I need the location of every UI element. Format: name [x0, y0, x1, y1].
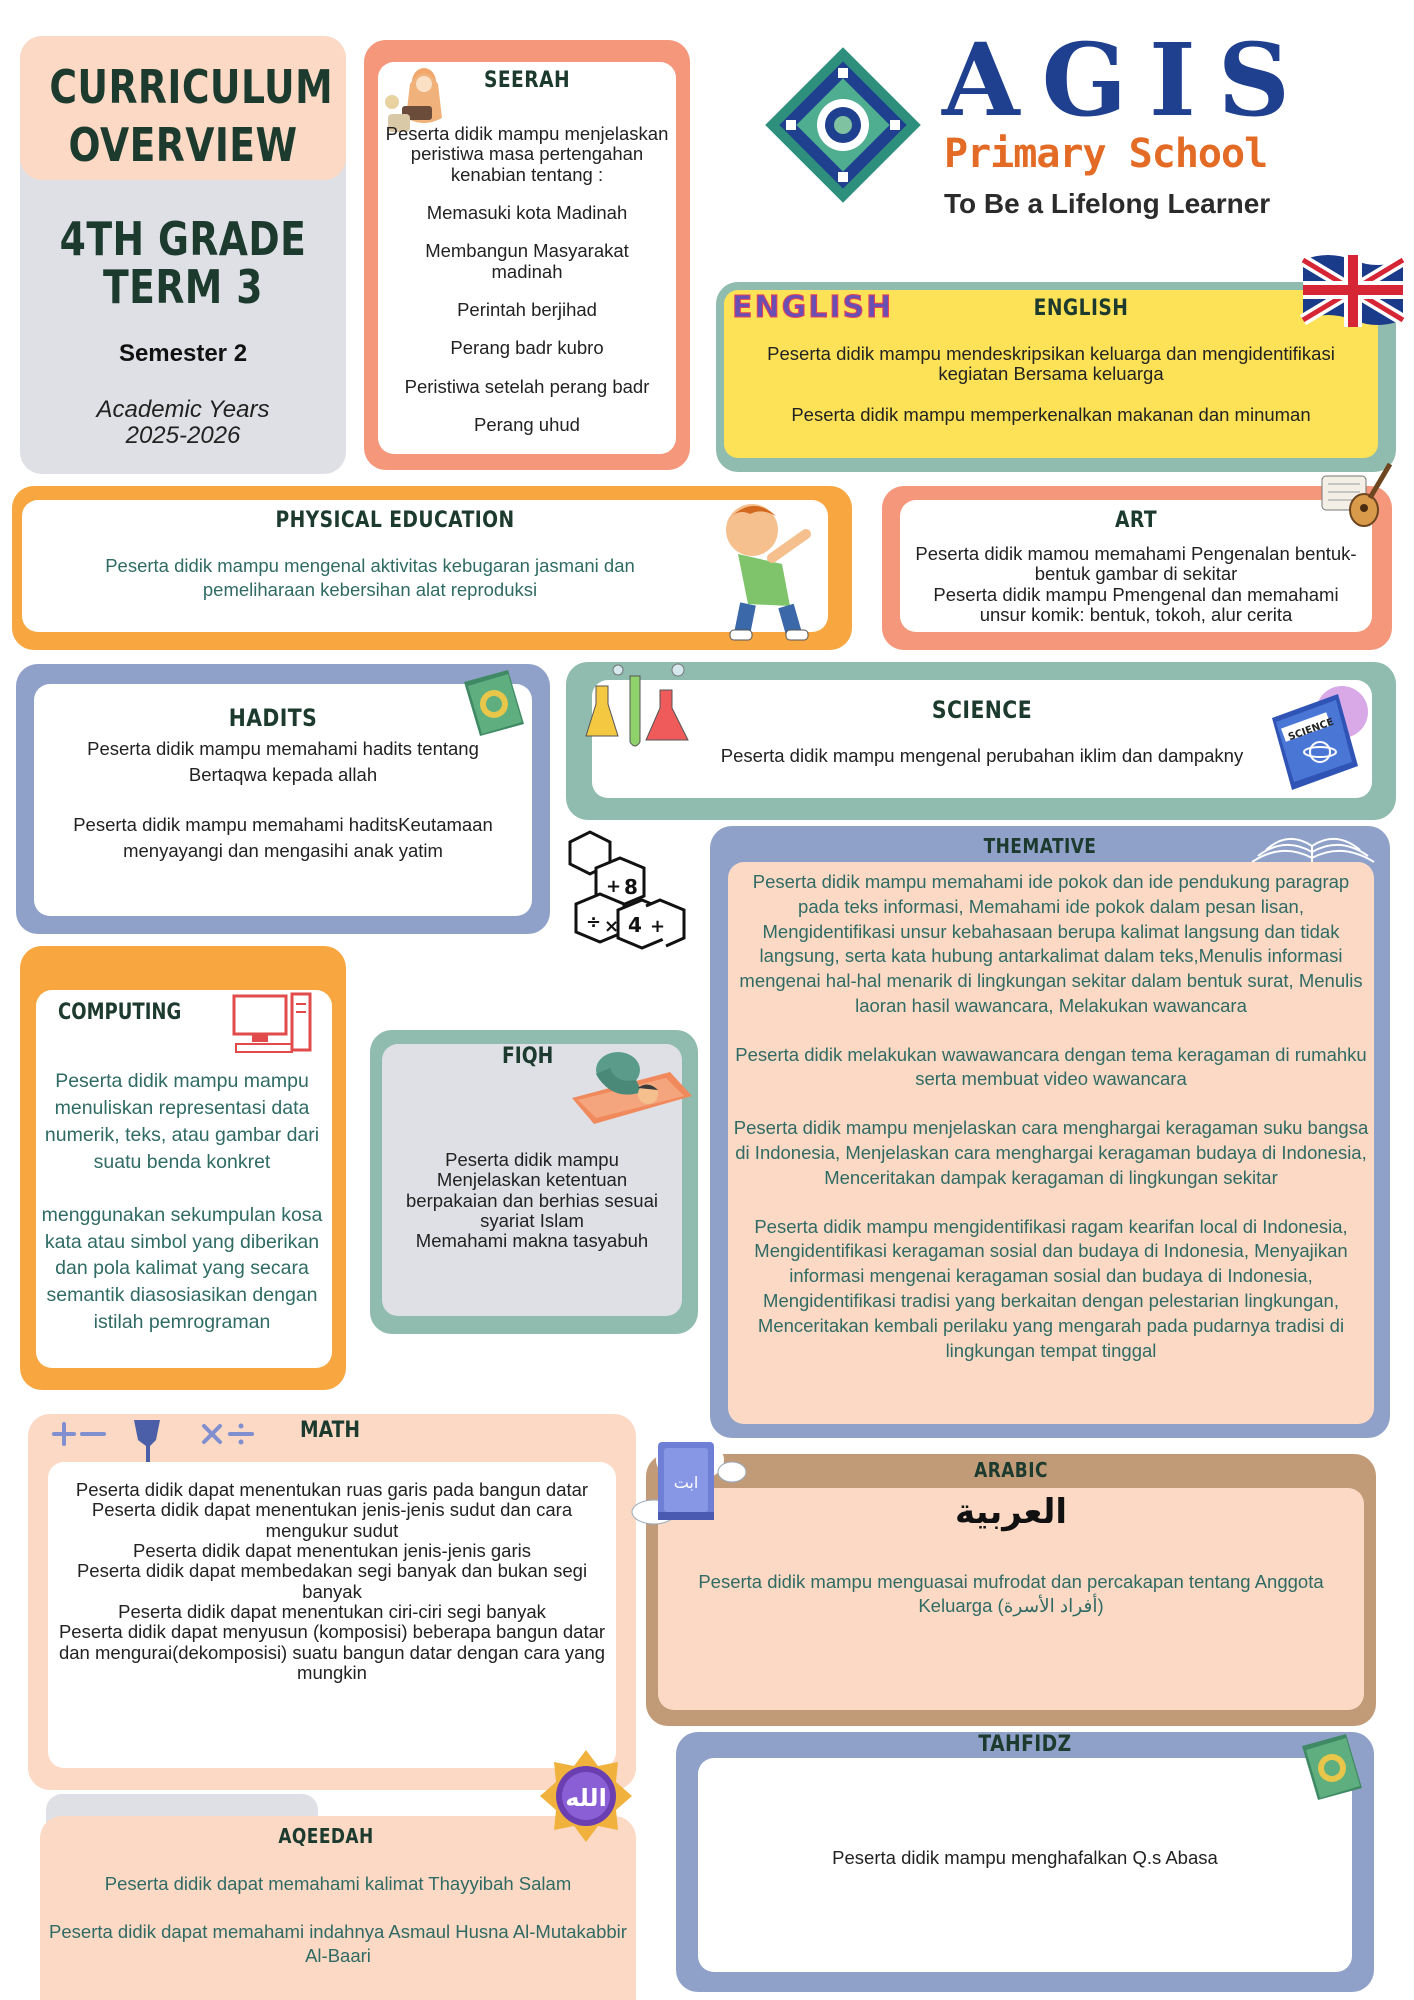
page-title-line2: OVERVIEW: [68, 118, 298, 172]
pe-body: [62, 554, 678, 602]
logo-emblem-icon: [758, 40, 928, 210]
fiqh-title: FIQH: [502, 1044, 554, 1069]
math-dice-icon: [566, 828, 690, 952]
math-panel: [28, 1414, 636, 1790]
allah-calligraphy-badge-icon: [538, 1748, 634, 1844]
grade-line1: 4TH GRADE: [59, 212, 307, 266]
english-p1: Peserta didik mampu mendeskripsikan keluarga dan mengidentifikasi kegiatan Bersama keluarga: [767, 343, 1335, 385]
arabic-body: [678, 1570, 1344, 1618]
arabic-p1: Peserta didik mampu menguasai mufrodat dan percakapan tentang Anggota Keluarga (أفراد الأسرة): [698, 1571, 1324, 1617]
lab-flasks-icon: [578, 656, 698, 756]
aqeedah-title: AQEEDAH: [278, 1824, 374, 1848]
arabic-content: [658, 1488, 1364, 1710]
pe-p1: Peserta didik mampu mengenal aktivitas kebugaran jasmani dan pemeliharaan kebersihan alat reproduksi: [105, 555, 635, 601]
svg-text:4: 4: [628, 913, 642, 937]
math-item: Peserta didik dapat menentukan jenis-jenis sudut dan cara mengukur sudut: [91, 1499, 573, 1541]
math-item: Peserta didik dapat menyusun (komposisi) beberapa bangun datar dan mengurai(dekomposisi) suatu bangun datar dengan cara yang mungkin: [58, 1621, 606, 1684]
computing-p2: menggunakan sekumpulan kosa kata atau simbol yang diberikan dan pola kalimat yang secara semantik diasosiasikan dengan istilah pemrograman: [41, 1203, 323, 1334]
english-content: [724, 290, 1378, 458]
computing-body: [34, 1068, 330, 1336]
seerah-item: Perang badr kubro: [450, 337, 604, 359]
themative-p2: Peserta didik melakukan wawawancara dengan tema keragaman di rumahku serta membuat video wawancara: [735, 1043, 1367, 1090]
tahfidz-panel: [676, 1732, 1374, 1992]
svg-text:+: +: [606, 876, 622, 897]
themative-p4: Peserta didik mampu mengidentifikasi ragam kearifan local di Indonesia, Mengidentifikasi keragaman sosial dan budaya di Indonesia, Menyajikan informasi mengenai keragaman sosial dan budaya di Indonesia, Mengidentifikasi tradisi yang berkaitan dengan pelestarian lingkungan, Menceritakan kembali perilaku yang mengarah pada pudarnya tradisi di lingkungan tempat tinggal: [754, 1215, 1348, 1361]
svg-text:×: ×: [604, 916, 620, 937]
computer-icon: [230, 990, 314, 1056]
grade-line2: TERM 3: [103, 260, 263, 314]
arabic-panel: [646, 1454, 1376, 1726]
pe-title: PHYSICAL EDUCATION: [275, 508, 515, 533]
themative-title: THEMATIVE: [983, 834, 1097, 858]
themative-panel: [710, 826, 1390, 1438]
arabic-book-label: ابت: [673, 1473, 699, 1492]
computing-p1: Peserta didik mampu mampu menuliskan representasi data numerik, teks, atau gambar dari suatu benda konkret: [44, 1070, 320, 1173]
science-title: SCIENCE: [931, 696, 1033, 724]
english-body: [734, 344, 1368, 425]
art-p1: Peserta didik mamou memahami Pengenalan bentuk-bentuk gambar di sekitar: [915, 543, 1357, 585]
english-title: ENGLISH: [1033, 296, 1129, 321]
hadits-body: [42, 736, 524, 864]
fiqh-p1: Peserta didik mampu Menjelaskan ketentuan berpakaian dan berhias sesuai syariat Islam: [406, 1149, 658, 1232]
stretching-boy-icon: [702, 494, 832, 644]
science-book-icon: [1266, 682, 1370, 792]
aqeedah-body: [48, 1872, 628, 1968]
seerah-item: Perintah berjihad: [457, 299, 597, 321]
seerah-title: SEERAH: [483, 68, 571, 93]
art-content: [900, 500, 1372, 632]
praying-person-icon: [566, 1044, 696, 1134]
themative-p1: Peserta didik mampu memahami ide pokok dan ide pendukung paragrap pada teks informasi, Memahami ide pokok dalam pesan lisan, Mengidentifikasi unsur kebahasaan berupa kalimat langsung dan tidak langsung, serta kata hubung antarkalimat dalam teks,Menulis informasi mengenai hal-hal menarik di lingkungan sekitar dalam bentuk surat, Menulis laoran hasil wawancara, Melakukan wawancara: [739, 871, 1363, 1016]
math-item: Peserta didik dapat menentukan ciri-ciri segi banyak: [118, 1601, 546, 1623]
art-p2: Peserta didik mampu Pmengenal dan memahami unsur komik: bentuk, tokoh, alur cerita: [933, 583, 1339, 626]
tahfidz-p1: Peserta didik mampu menghafalkan Q.s Abasa: [832, 1847, 1218, 1868]
seerah-item: Membangun Masyarakat madinah: [425, 240, 629, 282]
semester-label: Semester 2: [118, 340, 248, 367]
academic-years-value: 2025-2026: [125, 422, 241, 449]
seerah-panel: [364, 40, 690, 470]
themative-content: [728, 862, 1374, 1424]
seerah-body: [382, 124, 672, 435]
seerah-intro: Peserta didik mampu menjelaskan peristiwa masa pertengahan kenabian tentang :: [385, 123, 669, 185]
uk-flag-icon: [1298, 250, 1408, 330]
tahfidz-content: [698, 1758, 1352, 1972]
allah-badge-text: الله: [565, 1784, 607, 1812]
seerah-content: [378, 62, 676, 454]
svg-text:+: +: [650, 916, 666, 937]
art-title: ART: [1114, 508, 1158, 533]
science-body: [602, 744, 1362, 768]
svg-text:8: 8: [624, 875, 638, 899]
pe-panel: [12, 486, 852, 650]
science-panel: [566, 662, 1396, 820]
logo-subtitle: Primary School: [944, 131, 1268, 177]
science-book-label: SCIENCE: [1286, 716, 1336, 744]
english-p2: Peserta didik mampu memperkenalkan makanan dan minuman: [791, 403, 1311, 425]
hadits-title: HADITS: [228, 704, 318, 732]
math-item: Peserta didik dapat menentukan jenis-jenis garis: [133, 1540, 531, 1562]
aqeedah-p2: Peserta didik dapat memahami indahnya Asmaul Husna Al-Mutakabbir Al-Baari: [49, 1921, 627, 1967]
english-panel: [716, 282, 1396, 472]
computing-title: COMPUTING: [58, 1000, 182, 1025]
fiqh-panel: [370, 1030, 698, 1334]
art-panel: [882, 486, 1392, 650]
arabic-title: ARABIC: [974, 1458, 1048, 1482]
aqeedah-p1: Peserta didik dapat memahami kalimat Thayyibah Salam: [104, 1873, 572, 1894]
math-body: [56, 1480, 608, 1683]
fiqh-body: [386, 1150, 678, 1252]
arabic-book-icon: [628, 1426, 748, 1534]
logo-wordmark: AGIS: [942, 21, 1312, 139]
header-panel: [20, 36, 346, 474]
fiqh-content: [382, 1044, 682, 1316]
hadits-panel: [16, 664, 550, 934]
page-title-line1: CURRICULUM: [49, 60, 334, 114]
tahfidz-title: TAHFIDZ: [978, 1732, 1072, 1757]
hadits-p2: Peserta didik mampu memahami haditsKeutamaan menyayangi dan mengasihi anak yatim: [73, 813, 493, 861]
academic-years-label: Academic Years: [96, 396, 270, 423]
computing-panel: [20, 946, 346, 1390]
math-content: [48, 1462, 616, 1768]
quran-book-icon: [452, 664, 532, 744]
themative-body: [728, 870, 1374, 1363]
guitar-icon: [1320, 454, 1400, 534]
tahfidz-body: [708, 1846, 1342, 1870]
seerah-item: Memasuki kota Madinah: [426, 202, 628, 224]
computing-content: [36, 990, 332, 1368]
science-content: [592, 680, 1372, 798]
logo-tagline: To Be a Lifelong Learner: [944, 188, 1271, 219]
agis-logo: [758, 21, 1312, 230]
fiqh-p2: Memahami makna tasyabuh: [415, 1230, 649, 1252]
math-item: Peserta didik dapat membedakan segi banyak dan bukan segi banyak: [76, 1560, 588, 1602]
art-body: [908, 544, 1364, 625]
svg-text:÷: ÷: [586, 912, 602, 933]
arabic-word: العربية: [954, 1492, 1068, 1532]
seerah-item: Peristiwa setelah perang badr: [404, 375, 650, 397]
themative-p3: Peserta didik mampu menjelaskan cara menghargai keragaman suku bangsa di Indonesia, Menjelaskan cara menghargai keragaman budaya di Indonesia, Menceritakan dampak keragaman di lingkungan sekitar: [733, 1117, 1369, 1188]
math-item: Peserta didik dapat menentukan ruas garis pada bangun datar: [75, 1479, 589, 1500]
quran-book-icon-2: [1290, 1728, 1370, 1808]
science-p1: Peserta didik mampu mengenal perubahan iklim dan dampakny: [720, 745, 1244, 766]
english-badge: ENGLISH: [732, 290, 894, 325]
seerah-item: Perang uhud: [474, 414, 580, 436]
hadits-p1: Peserta didik mampu memahami hadits tentang Bertaqwa kepada allah: [87, 738, 479, 785]
math-title: MATH: [300, 1418, 361, 1443]
